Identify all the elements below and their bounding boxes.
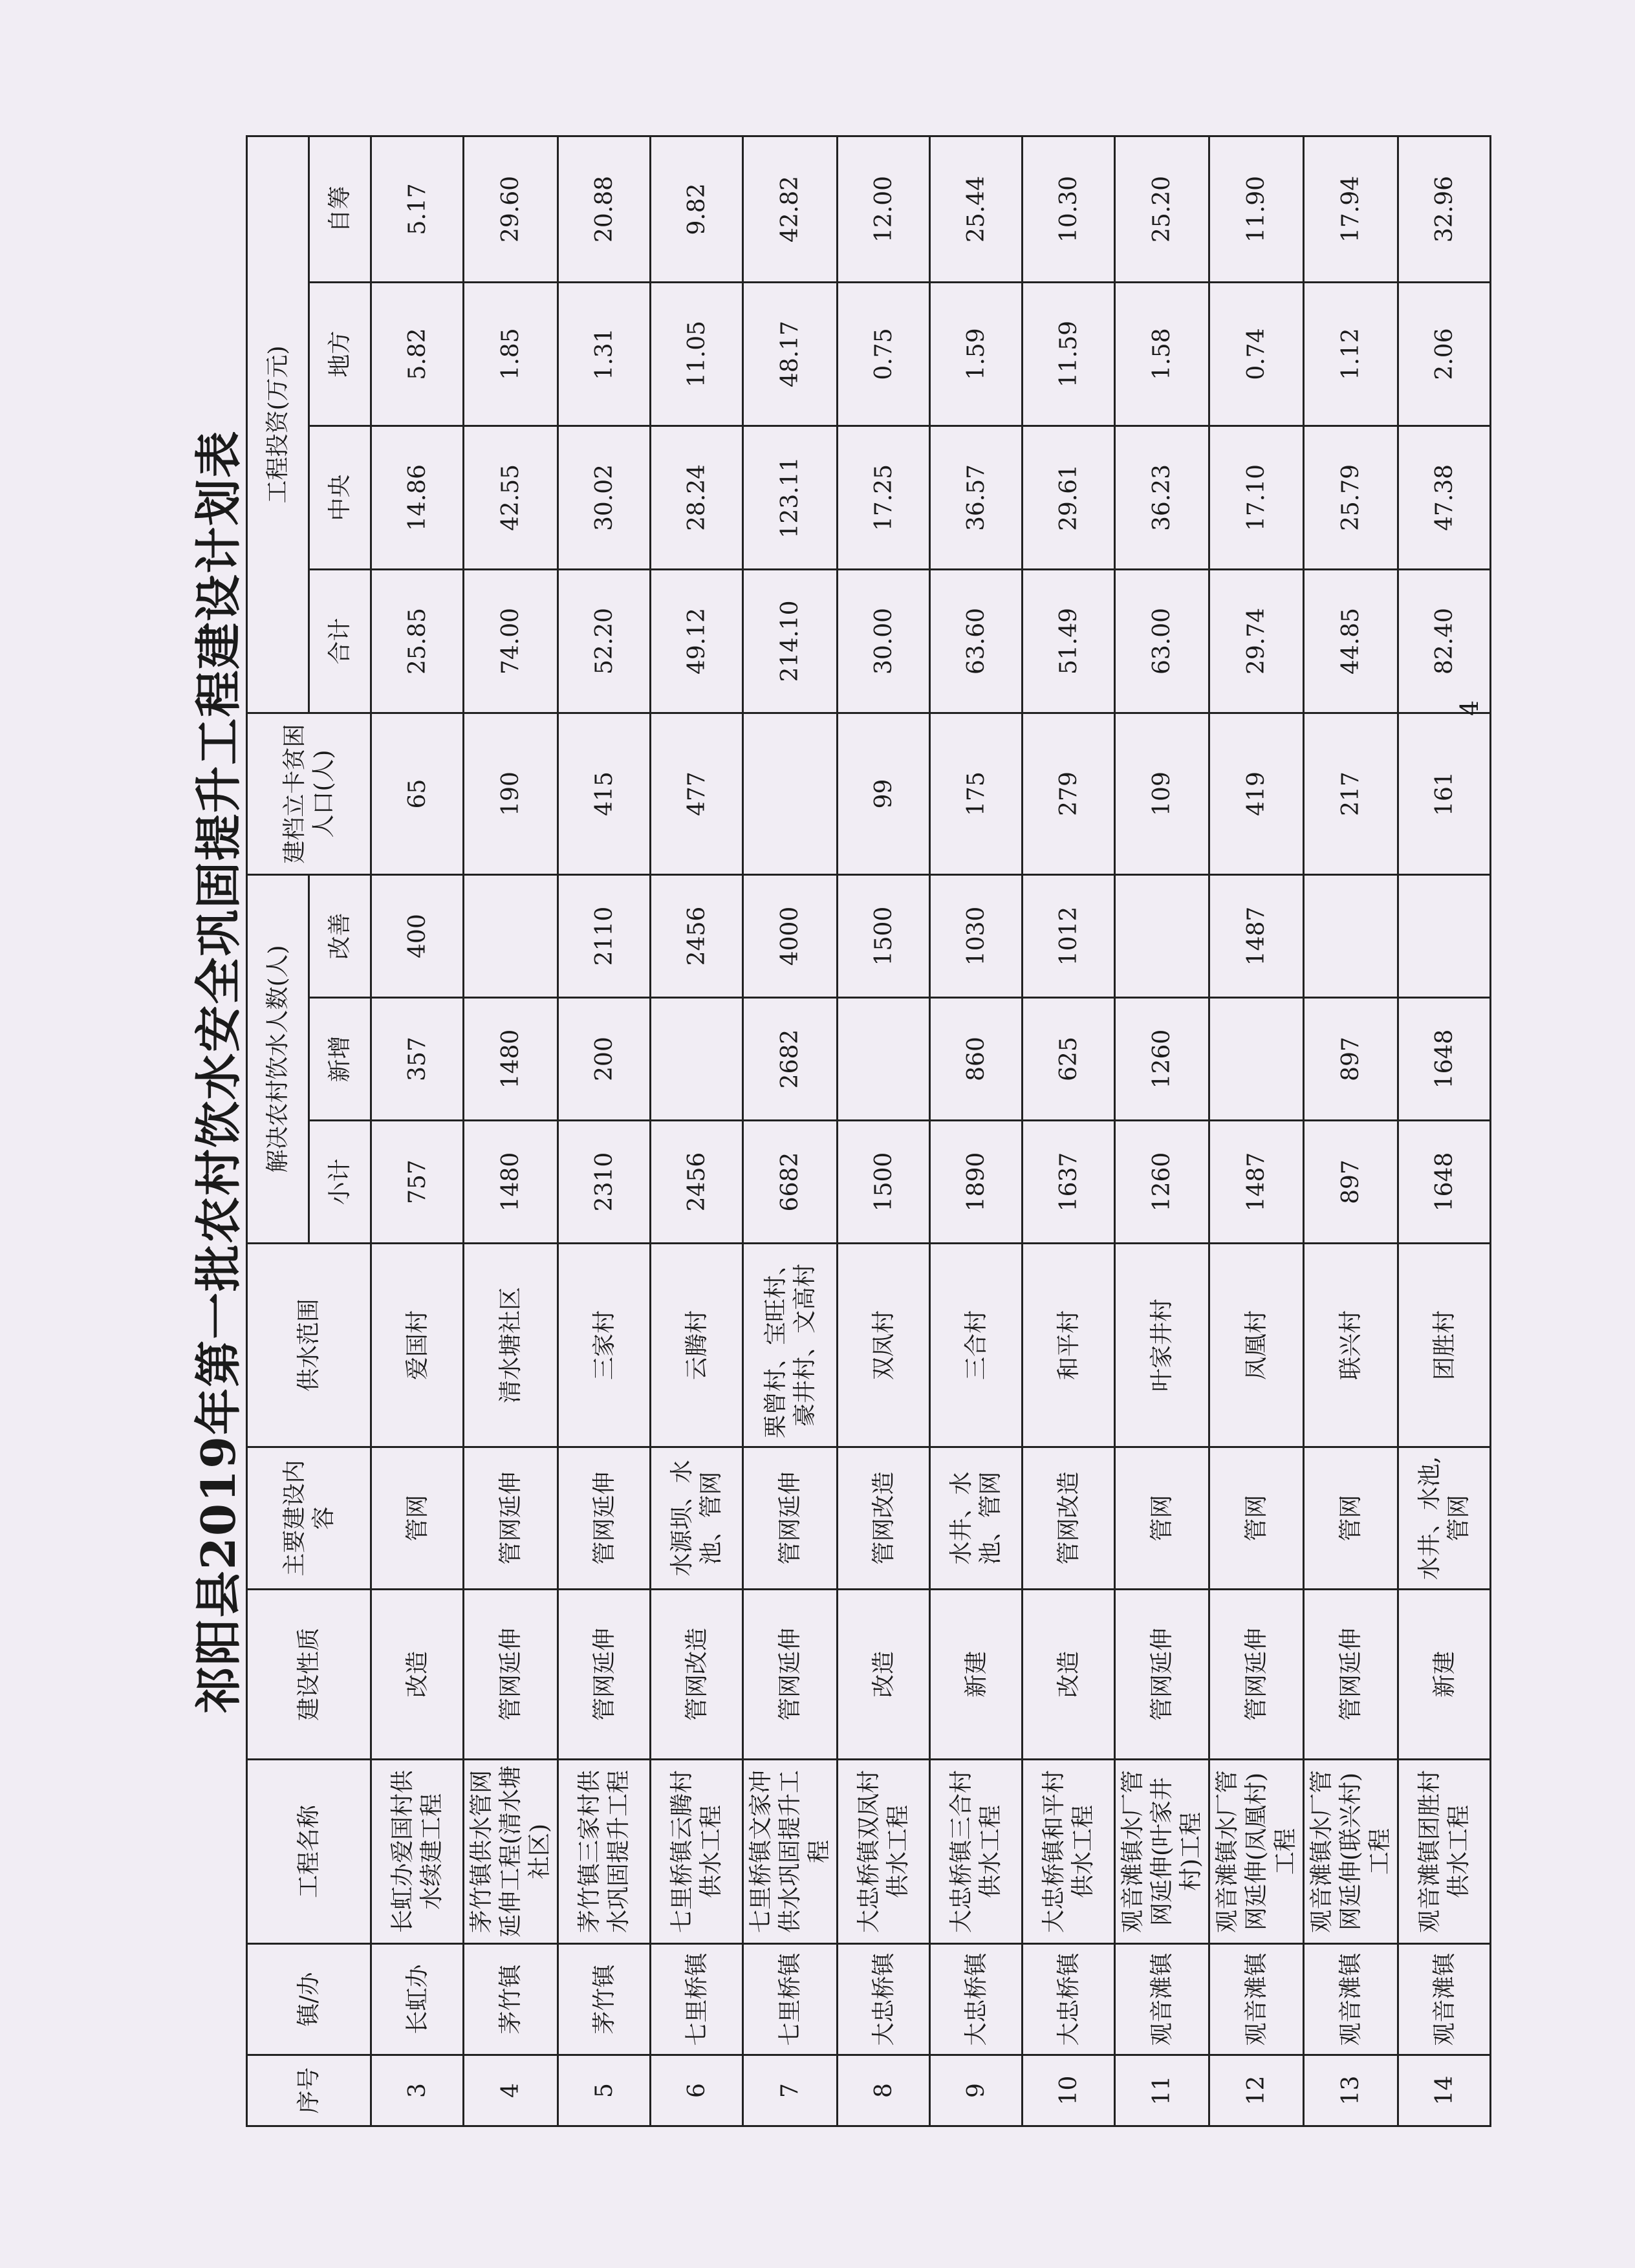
header-pop-improve: 改善 xyxy=(309,874,371,997)
cell-project-name: 观音滩镇水厂管网延伸(联兴村)工程 xyxy=(1304,1760,1398,1944)
cell-nature: 新建 xyxy=(930,1590,1023,1760)
cell-pop-new: 1648 xyxy=(1398,998,1491,1121)
cell-pop-new: 200 xyxy=(558,998,651,1121)
cell-seq: 3 xyxy=(371,2055,464,2126)
cell-seq: 12 xyxy=(1209,2055,1304,2126)
cell-town: 大忠桥镇 xyxy=(930,1944,1023,2055)
cell-poor-population: 279 xyxy=(1023,713,1115,874)
cell-inv-central: 17.10 xyxy=(1209,426,1304,569)
cell-poor-population: 65 xyxy=(371,713,464,874)
cell-content: 水井、水池,管网 xyxy=(1398,1447,1491,1590)
table-row xyxy=(1398,136,1491,2126)
cell-project-name: 长虹办爱国村供水续建工程 xyxy=(371,1760,464,1944)
cell-inv-local: 0.74 xyxy=(1209,282,1304,426)
cell-seq: 7 xyxy=(743,2055,838,2126)
cell-supply-range: 云腾村 xyxy=(651,1244,743,1447)
cell-poor-population: 415 xyxy=(558,713,651,874)
cell-inv-total: 49.12 xyxy=(651,569,743,713)
cell-project-name: 茅竹镇供水管网延伸工程(清水塘社区) xyxy=(464,1760,558,1944)
cell-supply-range: 三合村 xyxy=(930,1244,1023,1447)
cell-pop-improve xyxy=(1398,874,1491,997)
cell-town: 观音滩镇 xyxy=(1115,1944,1209,2055)
cell-inv-local: 1.85 xyxy=(464,282,558,426)
cell-poor-population: 419 xyxy=(1209,713,1304,874)
cell-pop-new: 357 xyxy=(371,998,464,1121)
header-inv-local: 地方 xyxy=(309,282,371,426)
cell-content: 水源坝、水池、管网 xyxy=(651,1447,743,1590)
cell-seq: 11 xyxy=(1115,2055,1209,2126)
cell-seq: 10 xyxy=(1023,2055,1115,2126)
cell-inv-central: 14.86 xyxy=(371,426,464,569)
cell-pop-subtotal: 1487 xyxy=(1209,1121,1304,1244)
cell-inv-total: 74.00 xyxy=(464,569,558,713)
table-row xyxy=(743,136,838,2126)
header-nature: 建设性质 xyxy=(247,1590,371,1760)
cell-town: 观音滩镇 xyxy=(1398,1944,1491,2055)
cell-pop-improve: 1012 xyxy=(1023,874,1115,997)
cell-nature: 管网延伸 xyxy=(1115,1590,1209,1760)
cell-content: 管网 xyxy=(1304,1447,1398,1590)
cell-poor-population: 175 xyxy=(930,713,1023,874)
cell-inv-total: 44.85 xyxy=(1304,569,1398,713)
cell-inv-self: 10.30 xyxy=(1023,136,1115,282)
cell-inv-self: 25.20 xyxy=(1115,136,1209,282)
cell-inv-self: 29.60 xyxy=(464,136,558,282)
cell-town: 七里桥镇 xyxy=(743,1944,838,2055)
cell-supply-range: 团胜村 xyxy=(1398,1244,1491,1447)
cell-content: 管网 xyxy=(371,1447,464,1590)
table-row xyxy=(371,136,464,2126)
cell-content: 管网改造 xyxy=(1023,1447,1115,1590)
cell-content: 管网延伸 xyxy=(464,1447,558,1590)
table-row xyxy=(1115,136,1209,2126)
cell-town: 大忠桥镇 xyxy=(838,1944,930,2055)
cell-pop-new: 897 xyxy=(1304,998,1398,1121)
cell-nature: 改造 xyxy=(371,1590,464,1760)
cell-seq: 9 xyxy=(930,2055,1023,2126)
header-inv-total: 合计 xyxy=(309,569,371,713)
cell-pop-subtotal: 1260 xyxy=(1115,1121,1209,1244)
cell-seq: 5 xyxy=(558,2055,651,2126)
cell-inv-central: 47.38 xyxy=(1398,426,1491,569)
cell-supply-range: 爱国村 xyxy=(371,1244,464,1447)
cell-seq: 13 xyxy=(1304,2055,1398,2126)
cell-inv-central: 30.02 xyxy=(558,426,651,569)
cell-nature: 新建 xyxy=(1398,1590,1491,1760)
cell-supply-range: 叶家井村 xyxy=(1115,1244,1209,1447)
cell-inv-central: 25.79 xyxy=(1304,426,1398,569)
cell-inv-self: 17.94 xyxy=(1304,136,1398,282)
cell-inv-self: 20.88 xyxy=(558,136,651,282)
cell-pop-improve: 2110 xyxy=(558,874,651,997)
header-town: 镇/办 xyxy=(247,1944,371,2055)
cell-nature: 改造 xyxy=(838,1590,930,1760)
header-pop-subtotal: 小计 xyxy=(309,1121,371,1244)
table-row xyxy=(1209,136,1304,2126)
cell-pop-improve: 400 xyxy=(371,874,464,997)
cell-nature: 管网延伸 xyxy=(743,1590,838,1760)
cell-project-name: 大忠桥镇双凤村供水工程 xyxy=(838,1760,930,1944)
cell-pop-subtotal: 757 xyxy=(371,1121,464,1244)
cell-inv-self: 11.90 xyxy=(1209,136,1304,282)
cell-inv-central: 36.23 xyxy=(1115,426,1209,569)
cell-pop-improve xyxy=(464,874,558,997)
cell-inv-total: 52.20 xyxy=(558,569,651,713)
cell-inv-local: 48.17 xyxy=(743,282,838,426)
header-poor-population: 建档立卡贫困人口(人) xyxy=(247,713,371,874)
cell-pop-new: 1260 xyxy=(1115,998,1209,1121)
header-content: 主要建设内容 xyxy=(247,1447,371,1590)
cell-content: 管网延伸 xyxy=(743,1447,838,1590)
cell-poor-population: 99 xyxy=(838,713,930,874)
cell-inv-central: 28.24 xyxy=(651,426,743,569)
cell-inv-total: 30.00 xyxy=(838,569,930,713)
cell-pop-new: 625 xyxy=(1023,998,1115,1121)
table-body xyxy=(371,136,1491,2126)
table-row xyxy=(838,136,930,2126)
cell-pop-improve: 2456 xyxy=(651,874,743,997)
cell-inv-total: 63.60 xyxy=(930,569,1023,713)
cell-town: 长虹办 xyxy=(371,1944,464,2055)
cell-inv-self: 42.82 xyxy=(743,136,838,282)
header-investment-group: 工程投资(万元) xyxy=(247,136,309,713)
cell-poor-population: 217 xyxy=(1304,713,1398,874)
table-row xyxy=(1304,136,1398,2126)
cell-pop-new: 2682 xyxy=(743,998,838,1121)
cell-town: 大忠桥镇 xyxy=(1023,1944,1115,2055)
cell-inv-self: 5.17 xyxy=(371,136,464,282)
cell-inv-self: 9.82 xyxy=(651,136,743,282)
cell-content: 管网延伸 xyxy=(558,1447,651,1590)
cell-supply-range: 清水塘社区 xyxy=(464,1244,558,1447)
header-project-name: 工程名称 xyxy=(247,1760,371,1944)
cell-pop-improve xyxy=(1304,874,1398,997)
cell-nature: 管网延伸 xyxy=(1209,1590,1304,1760)
cell-project-name: 茅竹镇三家村供水巩固提升工程 xyxy=(558,1760,651,1944)
cell-inv-total: 63.00 xyxy=(1115,569,1209,713)
cell-seq: 6 xyxy=(651,2055,743,2126)
cell-pop-new xyxy=(1209,998,1304,1121)
cell-pop-new: 860 xyxy=(930,998,1023,1121)
cell-content: 水井、水池、管网 xyxy=(930,1447,1023,1590)
cell-inv-total: 214.10 xyxy=(743,569,838,713)
header-supply-range: 供水范围 xyxy=(247,1244,371,1447)
cell-poor-population: 190 xyxy=(464,713,558,874)
header-inv-self: 自筹 xyxy=(309,136,371,282)
cell-seq: 8 xyxy=(838,2055,930,2126)
cell-pop-improve: 1500 xyxy=(838,874,930,997)
cell-poor-population: 109 xyxy=(1115,713,1209,874)
cell-pop-subtotal: 1648 xyxy=(1398,1121,1491,1244)
cell-town: 七里桥镇 xyxy=(651,1944,743,2055)
cell-pop-subtotal: 2310 xyxy=(558,1121,651,1244)
cell-pop-improve: 1030 xyxy=(930,874,1023,997)
cell-town: 观音滩镇 xyxy=(1304,1944,1398,2055)
cell-pop-new: 1480 xyxy=(464,998,558,1121)
cell-supply-range: 联兴村 xyxy=(1304,1244,1398,1447)
cell-pop-subtotal: 6682 xyxy=(743,1121,838,1244)
cell-nature: 管网延伸 xyxy=(558,1590,651,1760)
cell-inv-central: 29.61 xyxy=(1023,426,1115,569)
cell-inv-self: 12.00 xyxy=(838,136,930,282)
cell-nature: 管网延伸 xyxy=(1304,1590,1398,1760)
cell-project-name: 七里桥镇云腾村供水工程 xyxy=(651,1760,743,1944)
header-population-group: 解决农村饮水人数(人) xyxy=(247,874,309,1243)
cell-poor-population: 161 xyxy=(1398,713,1491,874)
plan-table xyxy=(246,135,1491,2127)
cell-inv-total: 82.40 xyxy=(1398,569,1491,713)
cell-project-name: 大忠桥镇和平村供水工程 xyxy=(1023,1760,1115,1944)
cell-nature: 管网延伸 xyxy=(464,1590,558,1760)
cell-inv-local: 5.82 xyxy=(371,282,464,426)
cell-supply-range: 和平村 xyxy=(1023,1244,1115,1447)
cell-inv-central: 17.25 xyxy=(838,426,930,569)
cell-inv-local: 11.05 xyxy=(651,282,743,426)
cell-town: 茅竹镇 xyxy=(464,1944,558,2055)
cell-poor-population xyxy=(743,713,838,874)
cell-inv-central: 42.55 xyxy=(464,426,558,569)
cell-nature: 改造 xyxy=(1023,1590,1115,1760)
cell-pop-improve xyxy=(1115,874,1209,997)
page-title: 祁阳县2019年第一批农村饮水安全巩固提升工程建设计划表 xyxy=(191,429,246,1714)
header-seq: 序号 xyxy=(247,2055,371,2126)
cell-inv-local: 1.58 xyxy=(1115,282,1209,426)
cell-inv-self: 25.44 xyxy=(930,136,1023,282)
cell-pop-subtotal: 1890 xyxy=(930,1121,1023,1244)
cell-supply-range: 栗曾村、宝旺村、豪井村、文高村 xyxy=(743,1244,838,1447)
cell-project-name: 大忠桥镇三合村供水工程 xyxy=(930,1760,1023,1944)
cell-nature: 管网改造 xyxy=(651,1590,743,1760)
cell-inv-total: 25.85 xyxy=(371,569,464,713)
cell-town: 茅竹镇 xyxy=(558,1944,651,2055)
table-row xyxy=(930,136,1023,2126)
cell-pop-subtotal: 897 xyxy=(1304,1121,1398,1244)
cell-inv-self: 32.96 xyxy=(1398,136,1491,282)
table-row xyxy=(558,136,651,2126)
cell-supply-range: 双凤村 xyxy=(838,1244,930,1447)
cell-town: 观音滩镇 xyxy=(1209,1944,1304,2055)
cell-project-name: 观音滩镇水厂管网延伸(凤凰村)工程 xyxy=(1209,1760,1304,1944)
cell-inv-local: 1.31 xyxy=(558,282,651,426)
cell-poor-population: 477 xyxy=(651,713,743,874)
table-row xyxy=(651,136,743,2126)
cell-seq: 14 xyxy=(1398,2055,1491,2126)
cell-inv-local: 0.75 xyxy=(838,282,930,426)
cell-pop-improve: 1487 xyxy=(1209,874,1304,997)
cell-pop-improve: 4000 xyxy=(743,874,838,997)
page-number: 4 xyxy=(1455,700,1484,716)
cell-supply-range: 凤凰村 xyxy=(1209,1244,1304,1447)
cell-pop-subtotal: 1480 xyxy=(464,1121,558,1244)
cell-project-name: 观音滩镇团胜村供水工程 xyxy=(1398,1760,1491,1944)
cell-project-name: 观音滩镇水厂管网延伸(叶家井村)工程 xyxy=(1115,1760,1209,1944)
cell-inv-central: 36.57 xyxy=(930,426,1023,569)
cell-seq: 4 xyxy=(464,2055,558,2126)
cell-inv-central: 123.11 xyxy=(743,426,838,569)
cell-inv-total: 51.49 xyxy=(1023,569,1115,713)
cell-inv-local: 11.59 xyxy=(1023,282,1115,426)
cell-content: 管网 xyxy=(1209,1447,1304,1590)
cell-pop-subtotal: 1500 xyxy=(838,1121,930,1244)
cell-inv-total: 29.74 xyxy=(1209,569,1304,713)
cell-supply-range: 三家村 xyxy=(558,1244,651,1447)
header-inv-central: 中央 xyxy=(309,426,371,569)
cell-project-name: 七里桥镇文家冲供水巩固提升工程 xyxy=(743,1760,838,1944)
cell-content: 管网改造 xyxy=(838,1447,930,1590)
cell-pop-new xyxy=(651,998,743,1121)
cell-inv-local: 2.06 xyxy=(1398,282,1491,426)
cell-inv-local: 1.12 xyxy=(1304,282,1398,426)
table-row xyxy=(1023,136,1115,2126)
cell-pop-new xyxy=(838,998,930,1121)
cell-inv-local: 1.59 xyxy=(930,282,1023,426)
cell-content: 管网 xyxy=(1115,1447,1209,1590)
header-pop-new: 新增 xyxy=(309,998,371,1121)
cell-pop-subtotal: 1637 xyxy=(1023,1121,1115,1244)
table-row xyxy=(464,136,558,2126)
cell-pop-subtotal: 2456 xyxy=(651,1121,743,1244)
